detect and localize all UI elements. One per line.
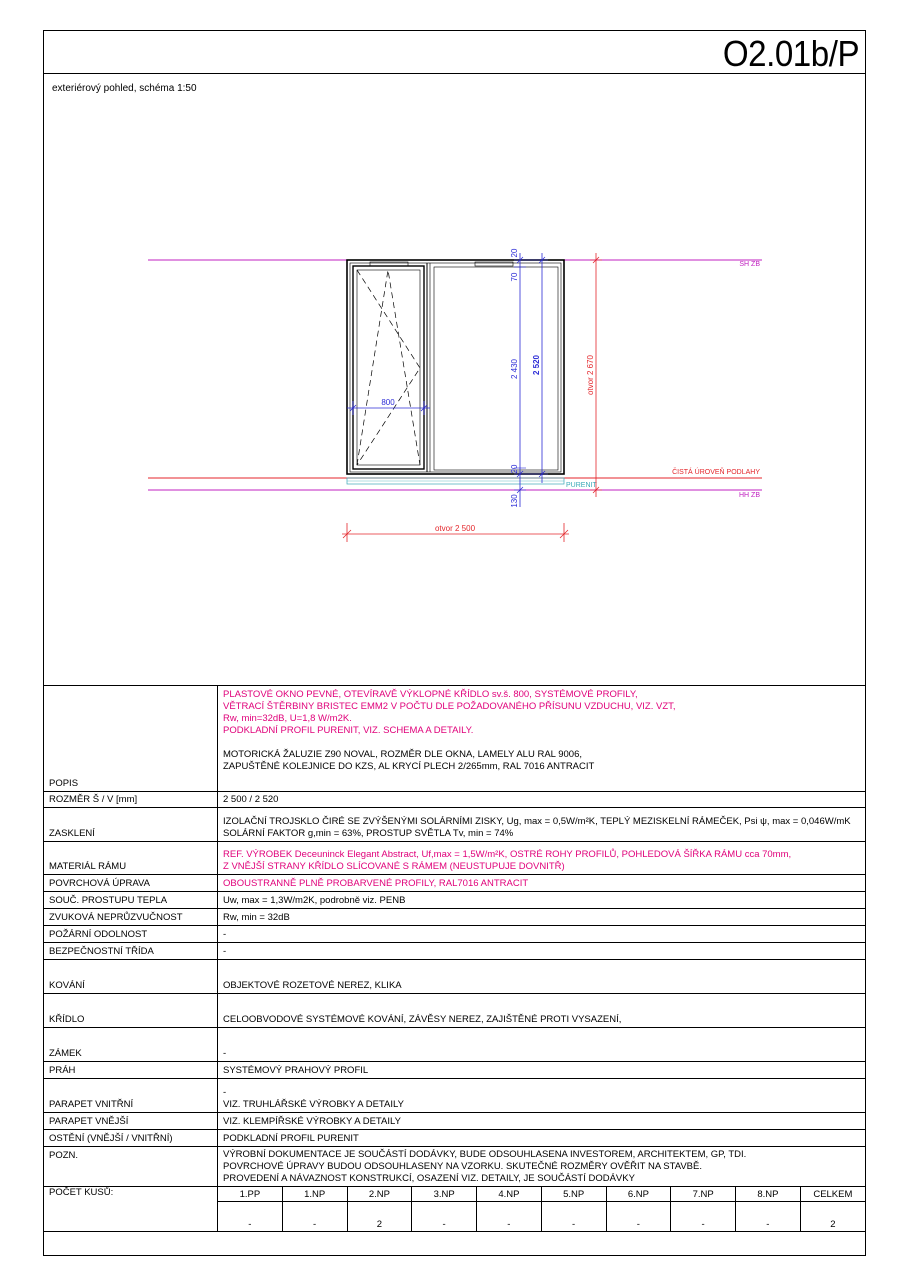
spec-row (44, 960, 865, 994)
spec-value-line: CELOOBVODOVÉ SYSTÉMOVÉ KOVÁNÍ, ZÁVĚSY NEREZ, ZAJIŠTĚNÉ PROTI VYSAZENÍ, (223, 1014, 622, 1025)
spec-value-line: Rw, min = 32dB (223, 912, 290, 923)
tilt-symbol (357, 270, 420, 465)
spec-value-line: IZOLAČNÍ TROJSKLO ČIRÉ SE ZVÝŠENÝMI SOLÁRNÍMI ZISKY, Ug, max = 0,5W/m²K, TEPLÝ MEZISKELNÍ RÁMEČEK, Psi ψ, max = 0,046W/mK (223, 816, 851, 827)
dim-bottom-gap: 20 (510, 464, 519, 474)
spec-value-line: - (223, 1048, 227, 1059)
count-value: - (282, 1202, 347, 1232)
spec-value (218, 1130, 866, 1147)
spec-label: PARAPET VNITŘNÍ (44, 1079, 218, 1113)
dim-sash-width: 800 (381, 398, 395, 407)
spec-value (218, 686, 866, 792)
drawing-sheet (43, 30, 866, 1256)
spec-value-line: - (223, 946, 227, 957)
spec-value (218, 1147, 866, 1187)
count-label: POČET KUSŮ: (44, 1187, 218, 1232)
spec-row (44, 1113, 865, 1130)
spec-row (44, 1079, 865, 1113)
spec-label: POVRCHOVÁ ÚPRAVA (44, 875, 218, 892)
spec-value (218, 875, 866, 892)
spec-value (218, 842, 866, 875)
spec-label: KOVÁNÍ (44, 960, 218, 994)
count-floor-header: 1.PP (218, 1187, 283, 1202)
spec-value-line: OBJEKTOVÉ ROZETOVÉ NEREZ, KLIKA (223, 980, 402, 991)
spec-value (218, 1062, 866, 1079)
spec-value-line: PODKLADNÍ PROFIL PURENIT (223, 1133, 359, 1144)
spec-label: KŘÍDLO (44, 994, 218, 1028)
spec-row (44, 892, 865, 909)
count-floor-header: 8.NP (736, 1187, 801, 1202)
spec-label: POZN. (44, 1147, 218, 1187)
spec-row (44, 1147, 865, 1187)
spec-label: OSTĚNÍ (VNĚJŠÍ / VNITŘNÍ) (44, 1130, 218, 1147)
spec-value (218, 1028, 866, 1062)
spec-value-line: 2 500 / 2 520 (223, 794, 279, 805)
spec-value (218, 943, 866, 960)
vent-right (475, 262, 513, 266)
spec-label: POŽÁRNÍ ODOLNOST (44, 926, 218, 943)
spec-row (44, 909, 865, 926)
level-bottom-label: HH ZB (739, 492, 760, 499)
count-floor-header: 3.NP (412, 1187, 477, 1202)
spec-row (44, 1130, 865, 1147)
view-label: exteriérový pohled, schéma 1:50 (52, 83, 197, 94)
spec-label: PRÁH (44, 1062, 218, 1079)
count-value: - (218, 1202, 283, 1232)
spec-row (44, 1062, 865, 1079)
window-schema (44, 31, 865, 685)
dim-sill: 130 (510, 494, 519, 508)
spec-label: ROZMĚR Š / V [mm] (44, 792, 218, 808)
spec-value-line: PLASTOVÉ OKNO PEVNÉ, OTEVÍRAVĚ VÝKLOPNÉ KŘÍDLO sv.š. 800, SYSTÉMOVÉ PROFILY, (223, 689, 638, 700)
spec-value (218, 960, 866, 994)
dim-opening-width: otvor 2 500 (434, 524, 476, 533)
element-code: O2.01b/P (722, 33, 859, 74)
spec-value-line: Rw, min=32dB, U=1,8 W/m2K. (223, 713, 352, 724)
purenit-label: PURENIT (566, 482, 597, 489)
spec-value-line: Uw, max = 1,3W/m2K, podrobně viz. PENB (223, 895, 406, 906)
spec-row (44, 875, 865, 892)
spec-label: SOUČ. PROSTUPU TEPLA (44, 892, 218, 909)
count-floor-header: 7.NP (671, 1187, 736, 1202)
spec-value-line: MOTORICKÁ ŽALUZIE Z90 NOVAL, ROZMĚR DLE OKNA, LAMELY ALU RAL 9006, (223, 749, 583, 760)
spec-row (44, 1028, 865, 1062)
spec-value-line: PODKLADNÍ PROFIL PURENIT, VIZ. SCHEMA A DETAILY. (223, 725, 474, 736)
dim-glass-height: 2 430 (510, 358, 519, 380)
spec-value (218, 994, 866, 1028)
spec-value-line: OBOUSTRANNĚ PLNĚ PROBARVENÉ PROFILY, RAL7016 ANTRACIT (223, 878, 529, 889)
spec-value-line: - (223, 929, 227, 940)
sash-frame (353, 266, 424, 469)
dim-opening-height: otvor 2 670 (586, 354, 595, 396)
spec-value-line: VÝROBNÍ DOKUMENTACE JE SOUČÁSTÍ DODÁVKY, BUDE ODSOUHLASENA INVESTOREM, ARCHITEKTEM, GP, TDI. (223, 1149, 747, 1160)
count-floor-header: 1.NP (282, 1187, 347, 1202)
count-value: 2 (347, 1202, 412, 1232)
spec-label: ZÁMEK (44, 1028, 218, 1062)
spec-value (218, 926, 866, 943)
spec-row (44, 792, 865, 808)
spec-value (218, 892, 866, 909)
spec-value-line: VĚTRACÍ ŠTĚRBINY BRISTEC EMM2 V POČTU DLE POŽADOVANÉHO PŘÍSUNU VZDUCHU, VIZ. VZT, (223, 701, 676, 712)
count-floor-header: 4.NP (477, 1187, 542, 1202)
count-floor-header: 5.NP (541, 1187, 606, 1202)
dim-window-height: 2 520 (532, 354, 541, 376)
count-floor-header: 2.NP (347, 1187, 412, 1202)
dim-top-gap: 20 (510, 248, 519, 258)
level-floor-label: ČISTÁ ÚROVEŇ PODLAHY (672, 469, 760, 476)
spec-row (44, 808, 865, 842)
spec-row (44, 842, 865, 875)
turn-symbol (357, 270, 420, 465)
spec-value (218, 808, 866, 842)
spec-value-line: - (223, 1087, 227, 1098)
spec-value-line (223, 737, 861, 749)
spec-value-line: Z VNĚJŠÍ STRANY KŘÍDLO SLÍCOVANÉ S RÁMEM (NEUSTUPUJE DOVNITŘ) (223, 861, 565, 872)
count-value: - (736, 1202, 801, 1232)
count-value: 2 (800, 1202, 865, 1232)
count-value: - (671, 1202, 736, 1232)
spec-value-line: SYSTÉMOVÝ PRAHOVÝ PROFIL (223, 1065, 369, 1076)
count-floor-header: 6.NP (606, 1187, 671, 1202)
spec-value-line: VIZ. KLEMPÍŘSKÉ VÝROBKY A DETAILY (223, 1116, 401, 1127)
spec-row (44, 686, 865, 792)
spec-label: ZVUKOVÁ NEPRŮZVUČNOST (44, 909, 218, 926)
spec-value (218, 1079, 866, 1113)
spec-table (44, 685, 865, 1232)
spec-row (44, 943, 865, 960)
count-value: - (541, 1202, 606, 1232)
spec-label: BEZPEČNOSTNÍ TŘÍDA (44, 943, 218, 960)
count-floor-header: CELKEM (800, 1187, 865, 1202)
spec-value (218, 792, 866, 808)
count-header-row (44, 1187, 865, 1202)
spec-row (44, 994, 865, 1028)
spec-value-line: ZAPUŠTĚNÉ KOLEJNICE DO KZS, AL KRYCÍ PLECH 2/265mm, RAL 7016 ANTRACIT (223, 761, 595, 772)
count-value: - (606, 1202, 671, 1232)
spec-value-line: SOLÁRNÍ FAKTOR g,min = 63%, PROSTUP SVĚTLA Tv, min = 74% (223, 828, 514, 839)
spec-value (218, 909, 866, 926)
level-top-label: SH ZB (739, 261, 760, 268)
spec-value-line: REF. VÝROBEK Deceuninck Elegant Abstract, Uf,max = 1,5W/m²K, OSTRÉ ROHY PROFILŮ, POHLEDOVÁ ŠÍŘKA RÁMU cca 70mm, (223, 849, 792, 860)
count-value: - (477, 1202, 542, 1232)
spec-label: MATERIÁL RÁMU (44, 842, 218, 875)
dim-top-frame: 70 (510, 272, 519, 282)
spec-value-line: VIZ. TRUHLÁŘSKÉ VÝROBKY A DETAILY (223, 1099, 404, 1110)
spec-label: ZASKLENÍ (44, 808, 218, 842)
count-value: - (412, 1202, 477, 1232)
spec-label: PARAPET VNĚJŠÍ (44, 1113, 218, 1130)
spec-value-line: POVRCHOVÉ ÚPRAVY BUDOU ODSOUHLASENY NA VZORKU. SKUTEČNÉ ROZMĚRY OVĚŘIT NA STAVBĚ. (223, 1161, 702, 1172)
spec-value-line: PROVEDENÍ A NÁVAZNOST KONSTRUKCÍ, OSAZENÍ VIZ. DETAILY, JE SOUČÁSTÍ DODÁVKY (223, 1173, 635, 1184)
spec-row (44, 926, 865, 943)
spec-label: POPIS (44, 686, 218, 792)
spec-value (218, 1113, 866, 1130)
